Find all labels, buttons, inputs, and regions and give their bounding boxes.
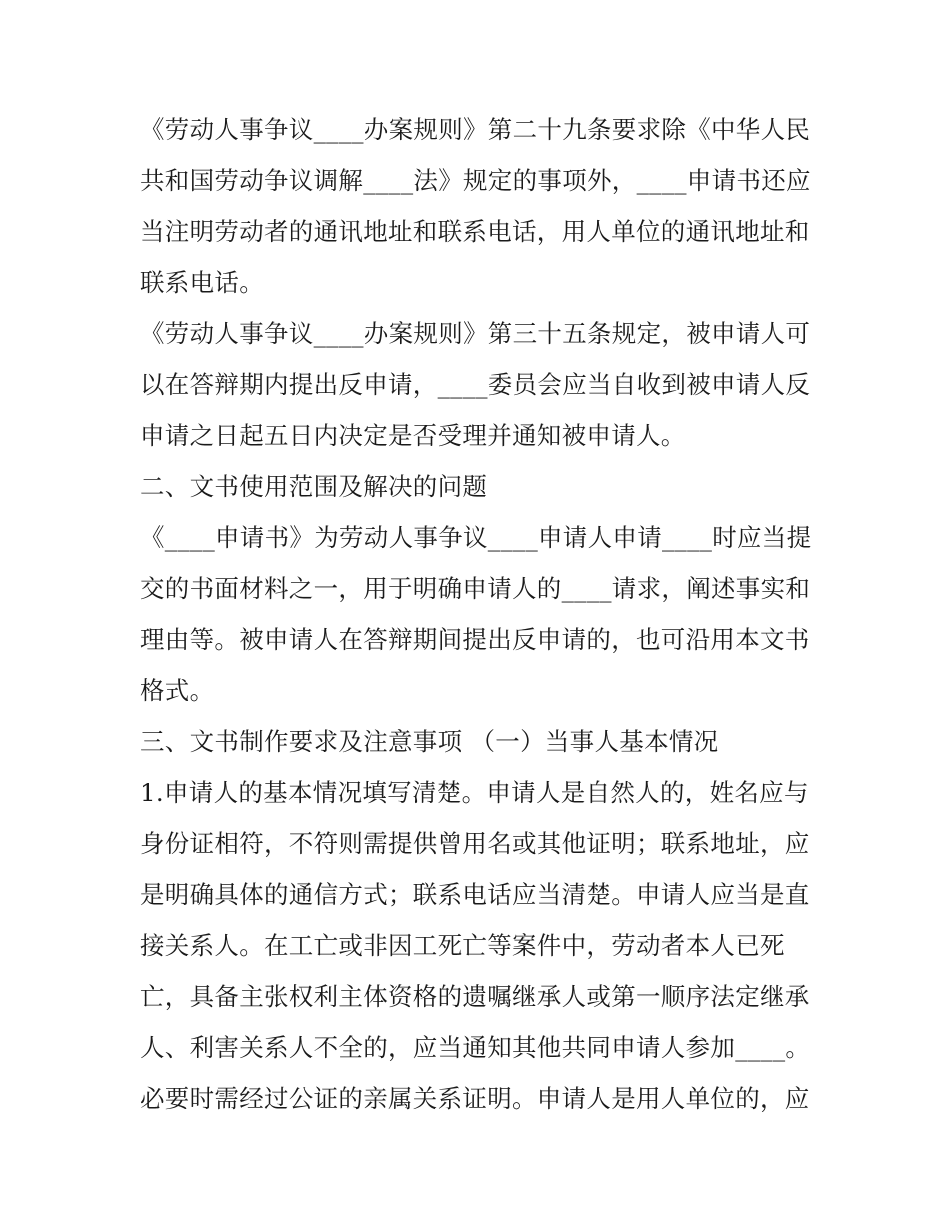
text-line: 身份证相符，不符则需提供曾用名或其他证明；联系地址，应: [140, 829, 810, 858]
text-line: 是明确具体的通信方式；联系电话应当清楚。申请人应当是直: [140, 880, 810, 909]
text-line: 格式。: [140, 676, 215, 705]
section-heading: 二、文书使用范围及解决的问题: [140, 472, 488, 501]
text-line: 《劳动人事争议____办案规则》第二十九条要求除《中华人民: [140, 115, 811, 144]
text-line: 申请之日起五日内决定是否受理并通知被申请人。: [140, 421, 686, 450]
text-line: 共和国劳动争议调解____法》规定的事项外，____申请书还应: [140, 166, 811, 195]
text-line: 必要时需经过公证的亲属关系证明。申请人是用人单位的，应: [140, 1084, 810, 1113]
text-line: 以在答辩期内提出反申请，____委员会应当自收到被申请人反: [140, 370, 811, 399]
text-line: 人、利害关系人不全的，应当通知其他共同申请人参加____。: [140, 1033, 811, 1062]
section-heading: 三、文书制作要求及注意事项 （一）当事人基本情况: [140, 727, 719, 756]
text-line: 亡，具备主张权利主体资格的遗嘱继承人或第一顺序法定继承: [140, 982, 810, 1011]
text-line: 当注明劳动者的通讯地址和联系电话，用人单位的通讯地址和: [140, 217, 810, 246]
text-line: 接关系人。在工亡或非因工死亡等案件中，劳动者本人已死: [140, 931, 785, 960]
text-line: 交的书面材料之一，用于明确申请人的____请求，阐述事实和: [140, 574, 811, 603]
text-line: 联系电话。: [140, 268, 264, 297]
text-line: 理由等。被申请人在答辩期间提出反申请的，也可沿用本文书: [140, 625, 810, 654]
text-line: 《劳动人事争议____办案规则》第三十五条规定，被申请人可: [140, 319, 811, 348]
document-body: [140, 104, 830, 1124]
text-line: 1.申请人的基本情况填写清楚。申请人是自然人的，姓名应与: [140, 778, 809, 807]
text-line: 《____申请书》为劳动人事争议____申请人申请____时应当提: [140, 523, 812, 552]
